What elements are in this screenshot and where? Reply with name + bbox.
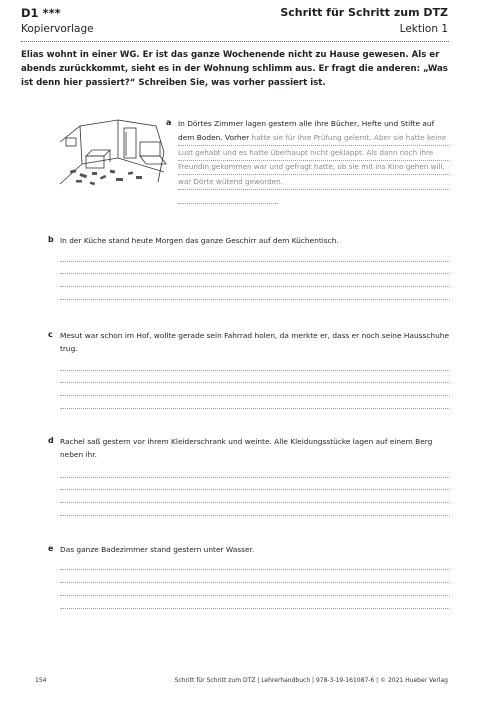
answer-line xyxy=(60,502,450,503)
exercise-d-prompt: Rachel saß gestern vor ihrem Kleiderschrank und weinte. Alle Kleidungsstücke lagen auf einem Berg neben ihr. xyxy=(60,437,433,460)
exercise-a-prompt: In Dörtes Zimmer lagen gestern alle ihre Bücher, Hefte und Stifte auf dem Boden. Vorher xyxy=(178,119,435,143)
exercise-a-text xyxy=(178,117,450,189)
answer-line xyxy=(60,382,450,383)
exercise-a-label: a xyxy=(166,118,172,127)
answer-line xyxy=(60,569,450,570)
answer-line xyxy=(60,299,450,300)
answer-line xyxy=(178,160,450,161)
worksheet-type: Kopiervorlage xyxy=(21,23,94,35)
exercise-e-label: e xyxy=(48,544,54,553)
page-number: 154 xyxy=(35,677,47,684)
footer-citation: Schritt für Schritt zum DTZ | Lehrerhandbuch | 978-3-19-161087-6 | © 2021 Hueber Verlag xyxy=(174,677,448,684)
book-title: Schritt für Schritt zum DTZ xyxy=(280,6,448,19)
exercise-b-label: b xyxy=(48,235,54,244)
answer-line xyxy=(60,286,450,287)
answer-line xyxy=(178,189,450,190)
exercise-d-label: d xyxy=(48,436,54,445)
answer-line xyxy=(178,174,450,175)
exercise-e-prompt: Das ganze Badezimmer stand gestern unter Wasser. xyxy=(60,545,255,554)
worksheet-code: D1 *** xyxy=(21,6,61,20)
answer-line xyxy=(60,477,450,478)
answer-line xyxy=(178,145,450,146)
answer-line xyxy=(60,515,450,516)
exercise-c-prompt: Mesut war schon im Hof, wollte gerade sein Fahrrad holen, da merkte er, dass er noch seine Hausschuhe trug. xyxy=(60,331,450,354)
answer-line xyxy=(60,595,450,596)
exercise-c-label: c xyxy=(48,330,53,339)
answer-line xyxy=(60,408,450,409)
lesson-label: Lektion 1 xyxy=(399,23,448,35)
answer-line xyxy=(178,203,278,204)
exercise-a-example-answer: hatte sie für ihre Prüfung gelernt. Aber sie hatte keine Lust gehabt und es hatte überhaupt nicht geklappt. Als dann noch ihre Freundin gekommen war und gefragt hatte, ob sie mit ins Kino gehen will, war Dörte wütend geworden. xyxy=(178,133,447,186)
answer-line xyxy=(60,608,450,609)
answer-line xyxy=(60,370,450,371)
exercise-b-prompt: In der Küche stand heute Morgen das ganze Geschirr auf dem Küchentisch. xyxy=(60,236,339,245)
answer-line xyxy=(60,489,450,490)
instructions: Elias wohnt in einer WG. Er ist das ganze Wochenende nicht zu Hause gewesen. Als er abends zurückkommt, sieht es in der Wohnung schlimm aus. Er fragt die anderen: „Was ist denn hier passiert?“ Schreiben Sie, was vorher passiert ist. xyxy=(21,50,448,88)
messy-room-illustration xyxy=(56,112,168,190)
answer-line xyxy=(60,395,450,396)
answer-line xyxy=(60,273,450,274)
header-divider xyxy=(21,41,449,42)
answer-line xyxy=(60,582,450,583)
answer-line xyxy=(60,261,450,262)
